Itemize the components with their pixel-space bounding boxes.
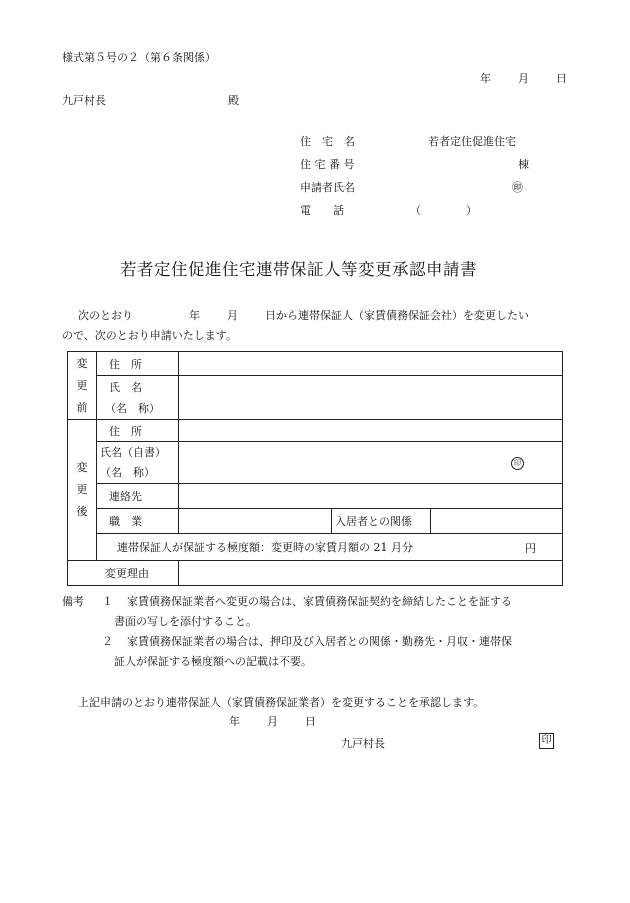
- after-section-label: [68, 420, 97, 561]
- housing-name-label: 住 宅 名: [300, 135, 355, 148]
- row-after-address: [68, 420, 563, 442]
- before-name-label-cell: [97, 376, 179, 420]
- phone-label: 電 話: [300, 204, 344, 217]
- applicant-name-label: 申請者氏名: [300, 181, 355, 194]
- notes-label: 備考: [62, 595, 84, 608]
- before-char-1: 変: [76, 356, 88, 370]
- row-after-occupation: [68, 509, 563, 534]
- row-before-name: [68, 376, 563, 420]
- after-char-2: 更: [76, 483, 88, 496]
- note-2-line-1: 家賃債務保証業者の場合は、押印及び入居者との関係・勤務先・月収・連帯保: [127, 635, 512, 648]
- after-address-field[interactable]: [179, 420, 563, 442]
- housing-number-label: 住 宅 番 号: [300, 158, 355, 171]
- row-reason: [68, 561, 563, 586]
- note-1-line-1: 家賃債務保証業者へ変更の場合は、家賃債務保証契約を締結したことを証する: [127, 595, 512, 608]
- approval-seal-label: 印: [539, 733, 554, 749]
- housing-number-suffix: 棟: [518, 158, 529, 171]
- date-month-label: 月: [518, 72, 529, 85]
- relation-field[interactable]: [431, 509, 563, 534]
- before-name-sub-label: （名 称）: [105, 401, 160, 415]
- date-year-label: 年: [480, 72, 491, 85]
- row-after-name: [68, 442, 563, 484]
- approval-seal-icon: [539, 733, 554, 749]
- after-contact-label: 連絡先: [97, 484, 179, 509]
- change-form-table: [67, 351, 563, 586]
- intro-line2: ので、次のとおり申請いたします。: [62, 329, 237, 342]
- intro-day-text: 日から連帯保証人（家賃債務保証会社）を変更したい: [265, 309, 529, 322]
- before-name-label: 氏 名: [109, 380, 142, 394]
- addressee-name: 九戸村長: [62, 94, 106, 107]
- after-occupation-field[interactable]: [179, 509, 332, 534]
- phone-paren-close: ）: [466, 204, 477, 217]
- after-name-field[interactable]: [179, 442, 563, 484]
- yen-label: 円: [525, 542, 536, 555]
- after-contact-field[interactable]: [179, 484, 563, 509]
- row-before-address: [68, 352, 563, 376]
- addressee-honorific: 殿: [228, 94, 239, 107]
- intro-segment: 次のとおり: [78, 309, 133, 322]
- approval-mayor: 九戸村長: [341, 737, 385, 750]
- after-name-label-cell: [97, 442, 179, 484]
- note-1-line-2: 書面の写しを添付すること。: [114, 615, 257, 628]
- after-name-self-label: 氏名（自書）: [100, 445, 166, 459]
- before-char-2: 更: [76, 378, 88, 392]
- housing-name-value: 若者定住促進住宅: [428, 135, 516, 148]
- before-address-label: 住 所: [97, 352, 179, 376]
- date-day-label: 日: [556, 72, 567, 85]
- approval-text: 上記申請のとおり連帯保証人（家賃債務保証業者）を変更することを承認します。: [78, 696, 485, 709]
- after-occupation-label: 職 業: [97, 509, 179, 534]
- after-name-sub-label: （名 称）: [100, 465, 155, 479]
- relation-label: 入居者との関係: [332, 509, 431, 534]
- row-max-amount: [68, 534, 563, 561]
- approval-month: 月: [267, 715, 278, 728]
- note-2-line-2: 証人が保証する極度額への記載は不要。: [114, 655, 312, 668]
- approval-year: 年: [229, 715, 240, 728]
- form-number: 様式第５号の２（第６条関係）: [62, 51, 216, 64]
- applicant-seal-mark: ㊞: [512, 181, 523, 194]
- row-after-contact: [68, 484, 563, 509]
- reason-label: 変更理由: [68, 561, 179, 586]
- after-char-1: 変: [76, 461, 88, 474]
- after-char-3: 後: [76, 505, 88, 518]
- max-amount-label: 連帯保証人が保証する極度額：変更時の家賃月額の 21 月分: [117, 541, 413, 554]
- reason-field[interactable]: [179, 561, 563, 586]
- phone-paren-open: （: [410, 204, 421, 217]
- approval-day: 日: [305, 715, 316, 728]
- intro-month: 月: [227, 309, 238, 322]
- before-char-3: 前: [76, 400, 88, 414]
- note-1-number: １: [102, 595, 113, 608]
- seal-circle-icon: 印: [511, 457, 524, 470]
- before-address-field[interactable]: [179, 352, 563, 376]
- after-address-label: 住 所: [97, 420, 179, 442]
- intro-year: 年: [189, 309, 200, 322]
- before-name-field[interactable]: [179, 376, 563, 420]
- page-title: 若者定住促進住宅連帯保証人等変更承認申請書: [120, 260, 477, 279]
- before-section-label: [68, 352, 97, 420]
- max-amount-cell[interactable]: [97, 534, 563, 561]
- note-2-number: ２: [102, 635, 113, 648]
